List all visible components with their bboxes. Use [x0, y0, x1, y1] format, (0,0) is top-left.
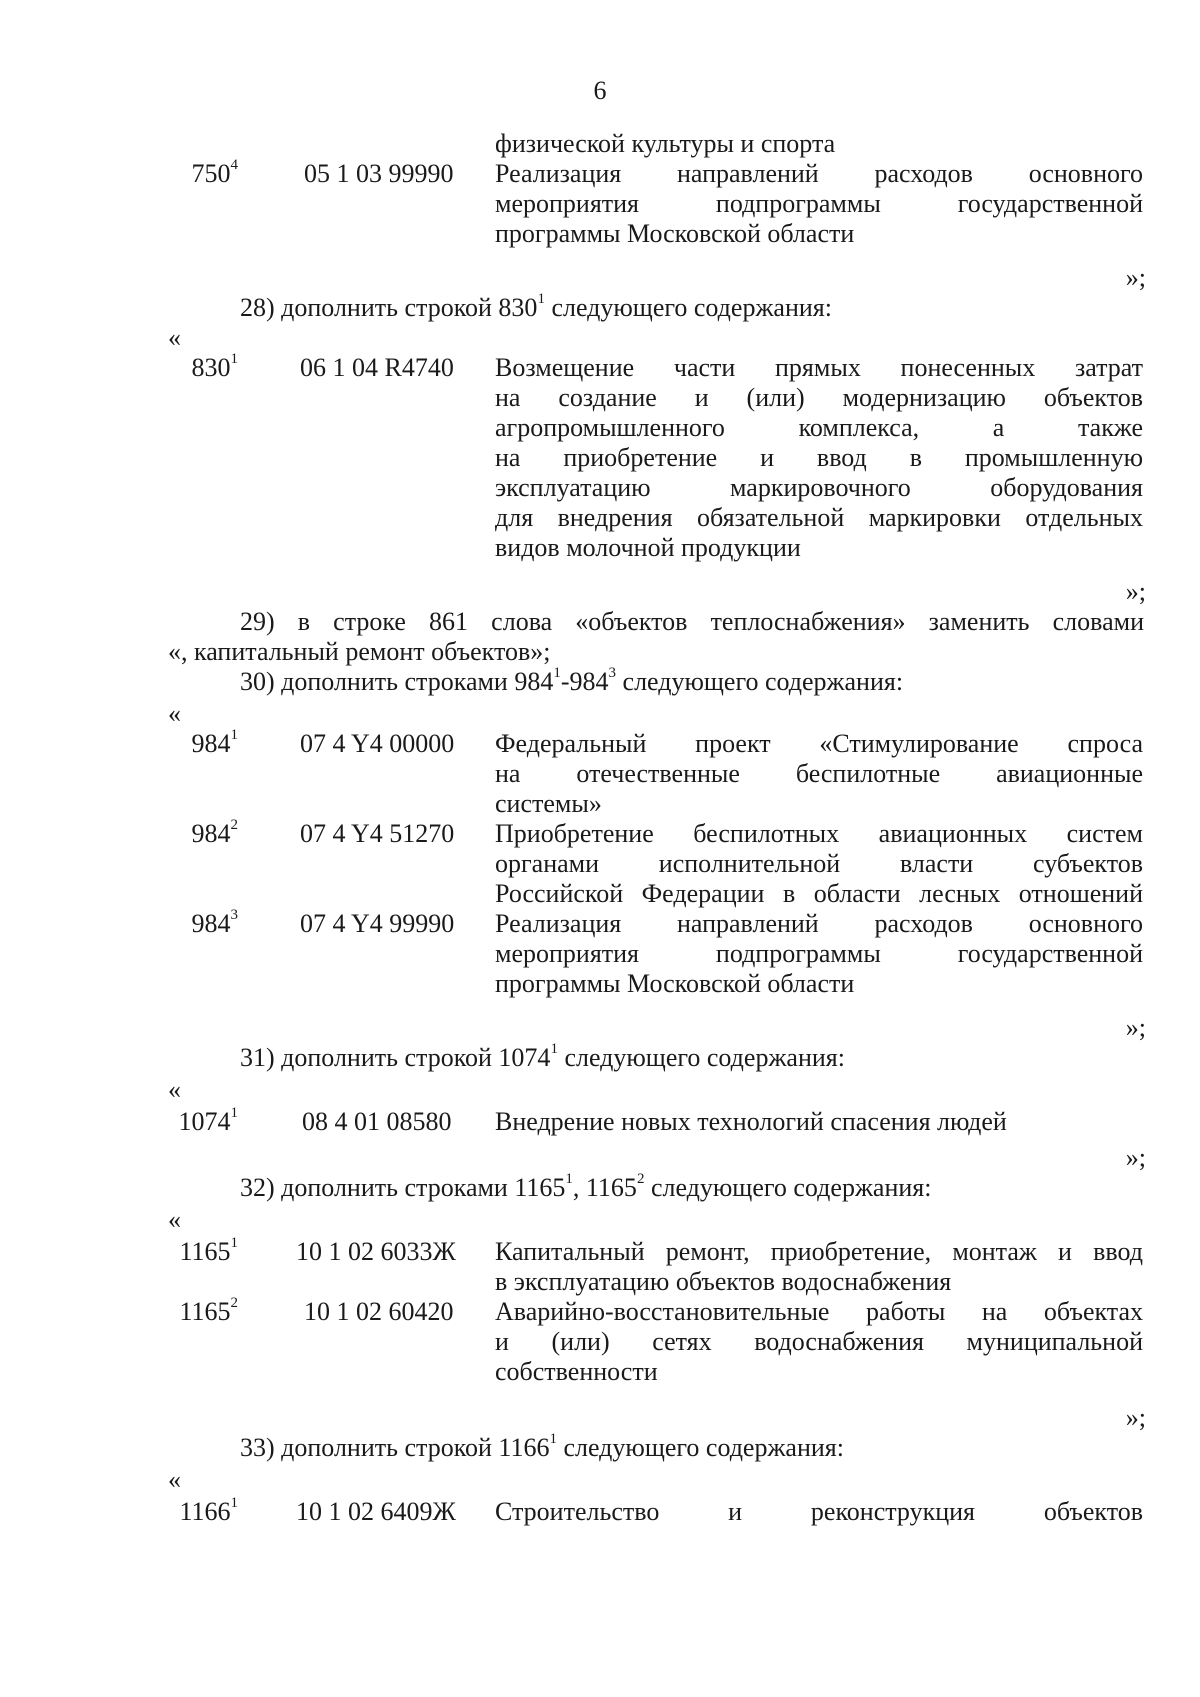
- row-number: $750^4$: [191, 157, 238, 188]
- row-text-line: Российской Федерации в области лесных отношений: [495, 879, 1143, 908]
- opening-quote: «: [168, 1465, 181, 1494]
- row-text-line: Строительство и реконструкция объектов: [495, 1497, 1143, 1526]
- table-row-text-continuation: физической культуры и спорта: [495, 129, 836, 158]
- row-text-line: эксплуатацию маркировочного оборудования: [495, 473, 1143, 502]
- row-text-line: агропромышленного комплекса, а также: [495, 413, 1143, 442]
- row-text-line: в эксплуатацию объектов водоснабжения: [495, 1267, 952, 1296]
- row-number: 1165$^2$: [179, 1295, 238, 1326]
- paragraph-29-line-1: 29) в строке 861 слова «объектов теплоснабжения» заменить словами: [240, 607, 1144, 636]
- row-text-line: программы Московской области: [495, 969, 855, 998]
- row-text-line: для внедрения обязательной маркировки отдельных: [495, 503, 1143, 532]
- closing-quote: »;: [1125, 1403, 1146, 1432]
- row-number: 1074$^1$: [178, 1105, 238, 1136]
- row-text-line: органами исполнительной власти субъектов: [495, 849, 1143, 878]
- row-number: 1165$^1$: [179, 1235, 238, 1266]
- row-text-line: собственности: [495, 1357, 658, 1386]
- paragraph-29-line-2: «, капитальный ремонт объектов»;: [168, 637, 551, 666]
- row-text-line: Внедрение новых технологий спасения людей: [495, 1107, 1007, 1136]
- opening-quote: «: [168, 699, 181, 728]
- row-text-line: на создание и (или) модернизацию объектов: [495, 383, 1143, 412]
- row-text-line: видов молочной продукции: [495, 533, 801, 562]
- closing-quote: »;: [1125, 1013, 1146, 1042]
- paragraph-32: 32) дополнить строками 1165$^1$, 1165$^2$ следующего содержания:: [240, 1171, 932, 1202]
- row-text-line: Приобретение беспилотных авиационных систем: [495, 819, 1143, 848]
- row-code: 10 1 02 6033Ж: [296, 1237, 456, 1266]
- row-text-line: Реализация направлений расходов основного: [495, 159, 1143, 188]
- row-code: 10 1 02 6409Ж: [296, 1497, 456, 1526]
- row-text-line: Капитальный ремонт, приобретение, монтаж и ввод: [495, 1237, 1143, 1266]
- row-number: $984^3$: [191, 907, 238, 938]
- row-text-line: Реализация направлений расходов основного: [495, 909, 1143, 938]
- row-code: 10 1 02 60420: [304, 1297, 454, 1326]
- opening-quote: «: [168, 1075, 181, 1104]
- row-code: 07 4 Y4 51270: [300, 819, 455, 848]
- closing-quote: »;: [1125, 1143, 1146, 1172]
- paragraph-30: 30) дополнить строками $984^1-984^3$ следующего содержания:: [240, 665, 904, 696]
- row-text-line: Возмещение части прямых понесенных затрат: [495, 353, 1143, 382]
- row-text-line: и (или) сетях водоснабжения муниципальной: [495, 1327, 1143, 1356]
- row-text-line: Федеральный проект «Стимулирование спроса: [495, 729, 1143, 758]
- closing-quote: »;: [1125, 577, 1146, 606]
- row-number: $830^1$: [191, 351, 238, 382]
- row-number: $984^2$: [191, 817, 238, 848]
- paragraph-33: 33) дополнить строкой 1166$^1$ следующего содержания:: [240, 1431, 844, 1462]
- row-code: 06 1 04 R4740: [300, 353, 454, 382]
- row-text-line: системы»: [495, 789, 602, 818]
- row-text-line: мероприятия подпрограммы государственной: [495, 189, 1143, 218]
- row-code: 08 4 01 08580: [302, 1107, 452, 1136]
- row-number: $984^1$: [191, 727, 238, 758]
- row-code: 07 4 Y4 00000: [300, 729, 455, 758]
- opening-quote: «: [168, 1205, 181, 1234]
- opening-quote: «: [168, 323, 181, 352]
- row-text-line: Аварийно-восстановительные работы на объектах: [495, 1297, 1143, 1326]
- row-code: 07 4 Y4 99990: [300, 909, 455, 938]
- paragraph-28: 28) дополнить строкой $830^1$ следующего содержания:: [240, 291, 832, 322]
- row-text-line: на отечественные беспилотные авиационные: [495, 759, 1143, 788]
- row-text-line: мероприятия подпрограммы государственной: [495, 939, 1143, 968]
- closing-quote: »;: [1125, 263, 1146, 292]
- row-code: 05 1 03 99990: [304, 159, 454, 188]
- row-number: 1166$^1$: [179, 1495, 238, 1526]
- row-text-line: на приобретение и ввод в промышленную: [495, 443, 1143, 472]
- row-text-line: программы Московской области: [495, 219, 855, 248]
- page-number: 6: [593, 76, 607, 105]
- paragraph-31: 31) дополнить строкой 1074$^1$ следующего содержания:: [240, 1041, 845, 1072]
